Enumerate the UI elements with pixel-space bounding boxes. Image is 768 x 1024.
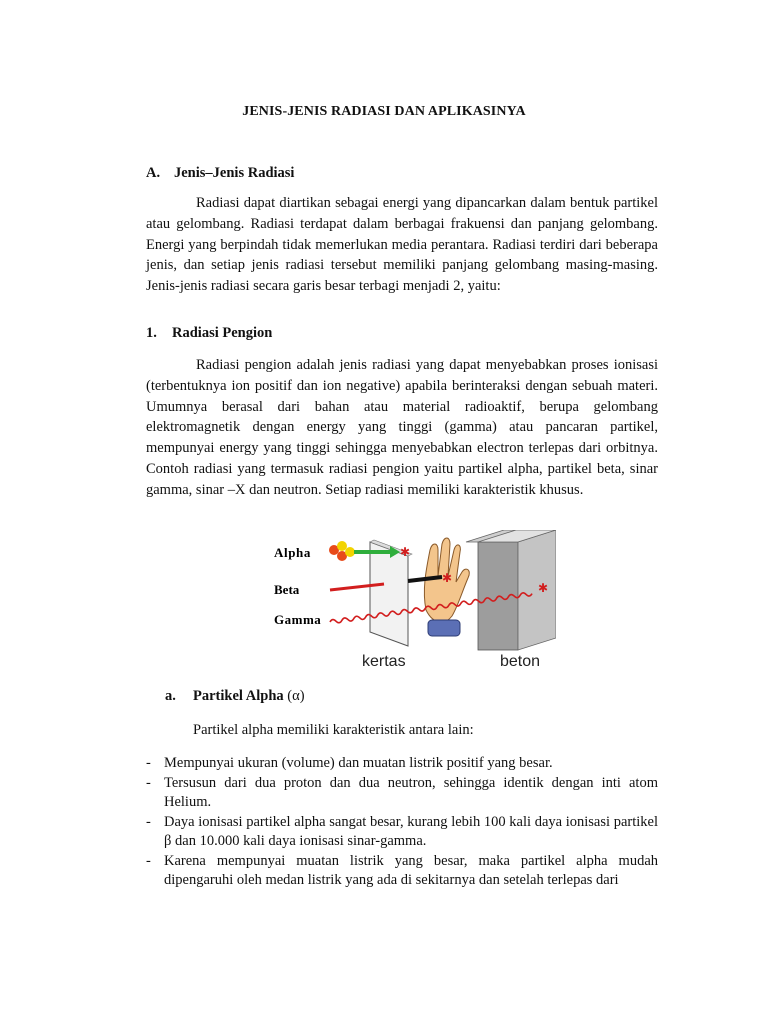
- hand-graphic: [424, 538, 469, 636]
- bullet-marker: -: [146, 774, 151, 791]
- section-a-heading: [146, 165, 294, 182]
- paragraph-intro: Radiasi dapat diartikan sebagai energi yang dipancarkan dalam bentuk partikel atau gelombang. Radiasi terdapat dalam berbagai frakuensi dan panjang gelombang. Energi yang berpindah tidak memerlukan media perantara. Radiasi terdiri dari beberapa jenis, dan setiap jenis radiasi tersebut memiliki panjang gelombang masing-masing. Jenis-jenis radiasi secara garis besar terbagi menjadi 2, yaitu:: [146, 195, 658, 295]
- subsection-a-heading: [165, 688, 305, 705]
- section-heading-text: Jenis–Jenis Radiasi: [174, 165, 295, 181]
- alpha-symbol: (α): [287, 688, 305, 704]
- list-item: [146, 852, 658, 891]
- figure-label-alpha: Alpha: [274, 545, 311, 560]
- list-item-text: Karena mempunyai muatan listrik yang besar, maka partikel alpha mudah dipengaruhi oleh medan listrik yang ada di sekitarnya dan setelah terlepas dari: [164, 852, 658, 888]
- svg-text:✱: ✱: [442, 571, 453, 585]
- bullet-marker: -: [146, 755, 151, 771]
- subsection-a-heading-text: Partikel Alpha: [193, 688, 284, 704]
- list-item: [146, 754, 658, 774]
- radiation-penetration-figure: [266, 530, 556, 676]
- list-item-text: Tersusun dari dua proton dan dua neutron, sehingga identik dengan inti atom Helium.: [164, 774, 658, 810]
- figure-label-beta: Beta: [274, 582, 300, 597]
- list-item: [146, 813, 658, 852]
- figure-label-paper: kertas: [362, 653, 406, 670]
- bullet-marker: -: [146, 852, 151, 869]
- document-title: JENIS-JENIS RADIASI DAN APLIKASINYA: [242, 104, 526, 119]
- subsection-a-number: a.: [165, 688, 176, 704]
- figure-label-gamma: Gamma: [274, 612, 322, 627]
- alpha-characteristics-list: [146, 754, 658, 891]
- paragraph-ionizing: Radiasi pengion adalah jenis radiasi yang dapat menyebabkan proses ionisasi (terbentuknya ion positif dan ion negative) apabila berinteraksi dengan sebuah materi. Umumnya berasal dari bahan atau material radioaktif, berupa gelombang elektromagnetik dengan energy yang tinggi (gamma) atau pancaran partikel, mempunyai energy yang tinggi sehingga menyebabkan electron terlepas dari orbitnya. Contoh radiasi yang termasuk radiasi pengion yaitu partikel alpha, partikel beta, sinar gamma, sinar –X dan neutron. Setiap radiasi memiliki karakteristik khusus.: [146, 357, 658, 498]
- alpha-intro-text: Partikel alpha memiliki karakteristik antara lain:: [193, 722, 474, 738]
- subsection-number: 1.: [146, 325, 157, 341]
- section-number: A.: [146, 165, 161, 181]
- list-item-text: Daya ionisasi partikel alpha sangat besar, kurang lebih 100 kali daya ionisasi partikel β dan 10.000 kali daya ionisasi sinar-gamma.: [164, 813, 658, 849]
- svg-text:✱: ✱: [400, 545, 411, 559]
- subsection-heading-text: Radiasi Pengion: [172, 325, 273, 341]
- subsection-1-heading: [146, 325, 272, 342]
- svg-text:✱: ✱: [538, 581, 549, 595]
- bullet-marker: -: [146, 813, 151, 830]
- list-item: [146, 774, 658, 813]
- figure-label-concrete: beton: [500, 653, 541, 670]
- list-item-text: Mempunyai ukuran (volume) dan muatan listrik positif yang besar.: [164, 755, 553, 771]
